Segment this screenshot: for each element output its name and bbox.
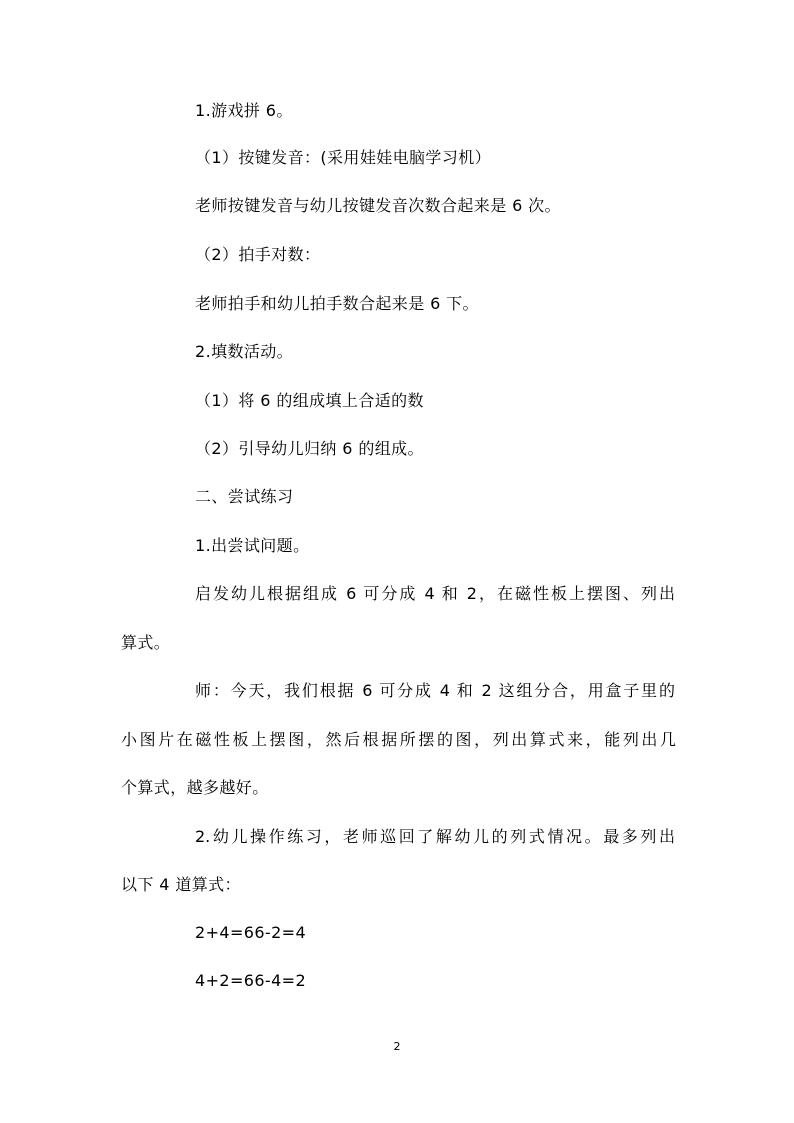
paragraph-inspire-line-1: 启发幼儿根据组成 6 可分成 4 和 2，在磁性板上摆图、列出 (195, 584, 675, 603)
item-summarize-composition: （2）引导幼儿归纳 6 的组成。 (195, 439, 424, 458)
paragraph-practice-line-1: 2.幼儿操作练习，老师巡回了解幼儿的列式情况。最多列出 (195, 827, 675, 846)
formula-line-2: 4+2=66-4=2 (195, 971, 307, 990)
paragraph-teacher-line-2: 小图片在磁性板上摆图，然后根据所摆的图，列出算式来，能列出几 (121, 730, 676, 749)
paragraph-inspire-line-2: 算式。 (121, 633, 171, 652)
section-heading-try-practice: 二、尝试练习 (195, 487, 294, 506)
item-fill-composition: （1）将 6 的组成填上合适的数 (195, 391, 424, 410)
paragraph-key-sound-rule: 老师按键发音与幼儿按键发音次数合起来是 6 次。 (195, 196, 561, 215)
formula-line-1: 2+4=66-2=4 (195, 923, 307, 942)
page-number: 2 (393, 1040, 401, 1053)
item-key-sound: （1）按键发音：(采用娃娃电脑学习机） (195, 148, 492, 167)
paragraph-clap-rule: 老师拍手和幼儿拍手数合起来是 6 下。 (195, 294, 479, 313)
heading-fill-number: 2.填数活动。 (195, 342, 294, 361)
paragraph-teacher-line-1: 师：今天，我们根据 6 可分成 4 和 2 这组分合，用盒子里的 (195, 681, 675, 700)
paragraph-practice-line-2: 以下 4 道算式： (121, 875, 241, 894)
paragraph-teacher-line-3: 个算式，越多越好。 (121, 778, 269, 797)
heading-try-question: 1.出尝试问题。 (195, 536, 310, 555)
heading-game-make-six: 1.游戏拼 6。 (195, 101, 293, 120)
item-clap-count: （2）拍手对数： (195, 245, 321, 264)
